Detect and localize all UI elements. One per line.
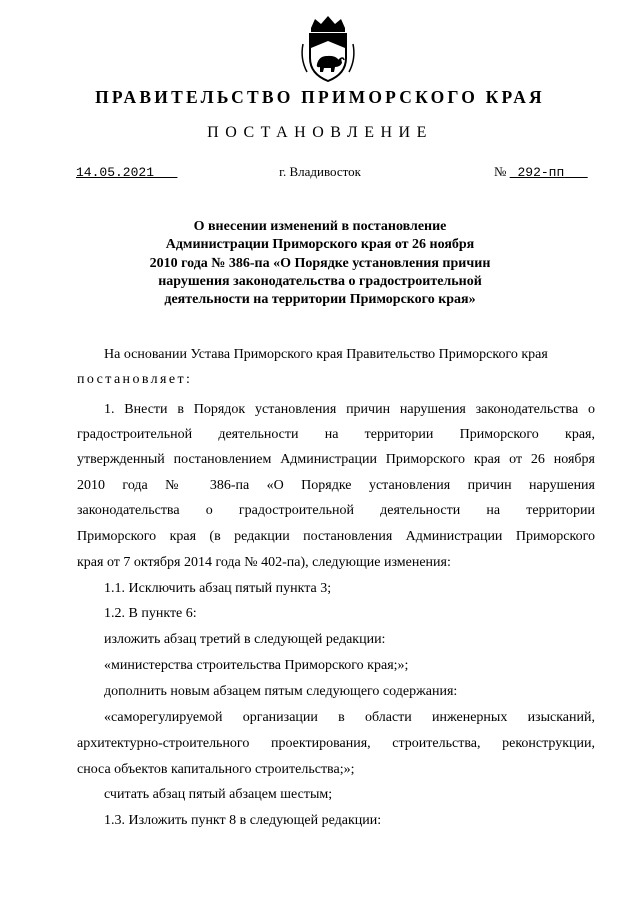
body-line: дополнить новым абзацем пятым следующего содержания: (104, 684, 458, 699)
heading-line: деятельности на территории Приморского края» (164, 292, 476, 308)
government-title: ПРАВИТЕЛЬСТВО ПРИМОРСКОГО КРАЯ (95, 87, 545, 107)
heading-line: Администрации Приморского края от 26 ноября (165, 237, 475, 253)
body-line: архитектурно-строительного проектирования, строительства, реконструкции, (77, 736, 595, 751)
body-line: постановляет: (77, 372, 193, 387)
heading-line: 2010 года № 386-па «О Порядке установления причин (149, 255, 491, 271)
date-value: 14.05.2021 (76, 165, 155, 180)
body-line: считать абзац пятый абзацем шестым; (104, 787, 333, 802)
body-line: градостроительной деятельности на территории Приморского края, (77, 427, 595, 442)
body-line: Приморского края (в редакции постановления Администрации Приморского (77, 529, 595, 544)
heading-line: нарушения законодательства о градостроительной (158, 273, 482, 289)
body-line: «саморегулируемой организации в области инженерных изысканий, (104, 710, 595, 725)
coat-of-arms-emblem (297, 14, 359, 84)
number-prefix: № (494, 164, 507, 179)
body-line: изложить абзац третий в следующей редакции: (104, 632, 386, 647)
body-line: утвержденный постановлением Администрации Приморского края от 26 ноября (77, 452, 595, 467)
body-line: 2010 года № 386-па «О Порядке установления причин нарушения (77, 478, 595, 493)
heading-line: О внесении изменений в постановление (193, 219, 447, 234)
document-heading (120, 218, 520, 309)
body-line: 1.1. Исключить абзац пятый пункта 3; (104, 581, 332, 596)
document-type: ПОСТАНОВЛЕНИЕ (207, 124, 433, 141)
body-line: 1.3. Изложить пункт 8 в следующей редакции: (104, 813, 382, 828)
body-line: сноса объектов капитального строительства;»; (77, 762, 355, 777)
body-line: законодательства о градостроительной деятельности на территории (77, 503, 595, 518)
number-value: 292-пп (517, 165, 565, 180)
body-line: края от 7 октября 2014 года № 402-па), следующие изменения: (77, 555, 451, 570)
body-line: 1. Внести в Порядок установления причин нарушения законодательства о (104, 402, 595, 417)
body-line: На основании Устава Приморского края Правительство Приморского края (104, 347, 548, 362)
body-line: 1.2. В пункте 6: (104, 606, 197, 621)
body-line: «министерства строительства Приморского края;»; (104, 658, 409, 673)
document-city: г. Владивосток (279, 164, 361, 179)
document-number (494, 164, 588, 180)
